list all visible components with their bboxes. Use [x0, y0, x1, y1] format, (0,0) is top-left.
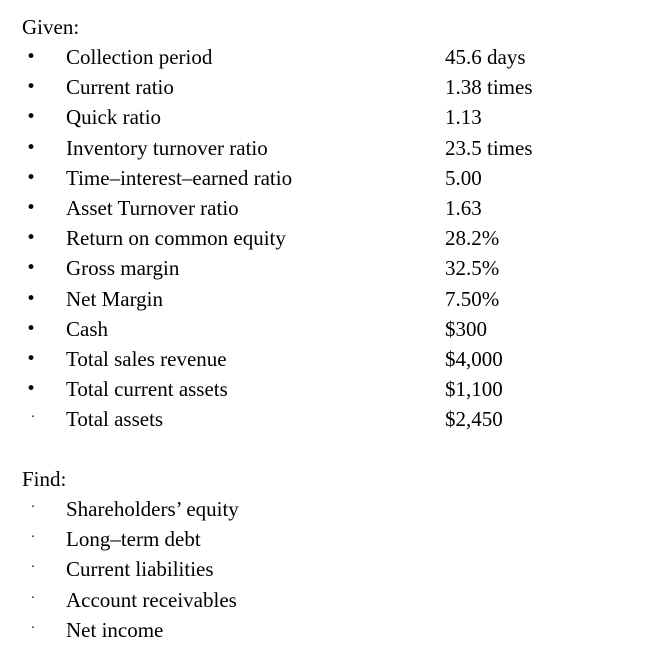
bullet-icon: •	[25, 318, 37, 339]
given-item-label: Gross margin	[66, 256, 180, 281]
given-item-label: Quick ratio	[66, 105, 162, 130]
given-item-label: Asset Turnover ratio	[66, 195, 239, 220]
bullet-icon: ·	[30, 620, 36, 636]
given-item-value: $1,100	[445, 377, 503, 402]
bullet-icon: ·	[30, 590, 36, 606]
given-item-label: Cash	[66, 316, 108, 341]
given-item-value: 5.00	[445, 165, 482, 190]
given-item	[0, 165, 650, 195]
given-item-label: Return on common equity	[66, 226, 286, 251]
find-item	[0, 556, 650, 586]
given-item-label: Current ratio	[66, 75, 174, 100]
find-item-label: Long–term debt	[66, 527, 201, 552]
find-item	[0, 496, 650, 526]
find-list	[0, 496, 650, 647]
find-item-label: Account receivables	[66, 587, 237, 612]
find-item	[0, 526, 650, 556]
given-item-label: Collection period	[66, 45, 213, 69]
bullet-icon: ·	[30, 530, 36, 546]
given-item	[0, 376, 650, 406]
given-item-label: Total sales revenue	[66, 346, 227, 371]
given-item-value: 32.5%	[445, 256, 500, 281]
given-item-value: 28.2%	[445, 226, 500, 251]
given-item	[0, 104, 650, 134]
given-item	[0, 406, 650, 436]
bullet-icon: •	[25, 197, 37, 218]
bullet-icon: ·	[30, 410, 36, 426]
given-item	[0, 44, 650, 74]
bullet-icon: •	[25, 77, 37, 98]
bullet-icon: •	[25, 288, 37, 309]
bullet-icon: •	[25, 379, 37, 400]
find-item-label: Shareholders’ equity	[66, 497, 239, 521]
given-item-label: Inventory turnover ratio	[66, 135, 268, 160]
bullet-icon: •	[25, 107, 37, 128]
given-item-value: 1.63	[445, 195, 482, 220]
given-item-value: 1.38 times	[445, 75, 533, 100]
bullet-icon: ·	[30, 500, 36, 515]
given-heading: Given:	[22, 15, 80, 39]
given-item	[0, 346, 650, 376]
given-item-value: 45.6 days	[445, 45, 526, 69]
given-item-value: 7.50%	[445, 286, 500, 311]
given-item	[0, 316, 650, 346]
given-item-label: Time–interest–earned ratio	[66, 165, 293, 190]
find-item	[0, 587, 650, 617]
find-item-label: Net income	[66, 617, 164, 642]
given-list	[0, 44, 650, 436]
bullet-icon: •	[25, 258, 37, 279]
given-item-value: $300	[445, 316, 487, 341]
bullet-icon: •	[25, 137, 37, 158]
given-item-value: $4,000	[445, 346, 503, 371]
given-item-value: 1.13	[445, 105, 482, 130]
given-item	[0, 255, 650, 285]
bullet-icon: ·	[30, 560, 36, 576]
find-item	[0, 617, 650, 647]
bullet-icon: •	[25, 348, 37, 369]
bullet-icon: •	[25, 228, 37, 249]
given-item	[0, 225, 650, 255]
bullet-icon: •	[25, 47, 37, 67]
find-heading: Find:	[22, 467, 67, 491]
given-item	[0, 286, 650, 316]
given-item-value: $2,450	[445, 407, 503, 432]
given-item-label: Total current assets	[66, 377, 228, 402]
given-item	[0, 195, 650, 225]
given-item	[0, 135, 650, 165]
given-item-value: 23.5 times	[445, 135, 533, 160]
bullet-icon: •	[25, 167, 37, 188]
given-item	[0, 74, 650, 104]
given-item-label: Total assets	[66, 407, 164, 432]
given-item-label: Net Margin	[66, 286, 164, 311]
find-item-label: Current liabilities	[66, 557, 214, 582]
